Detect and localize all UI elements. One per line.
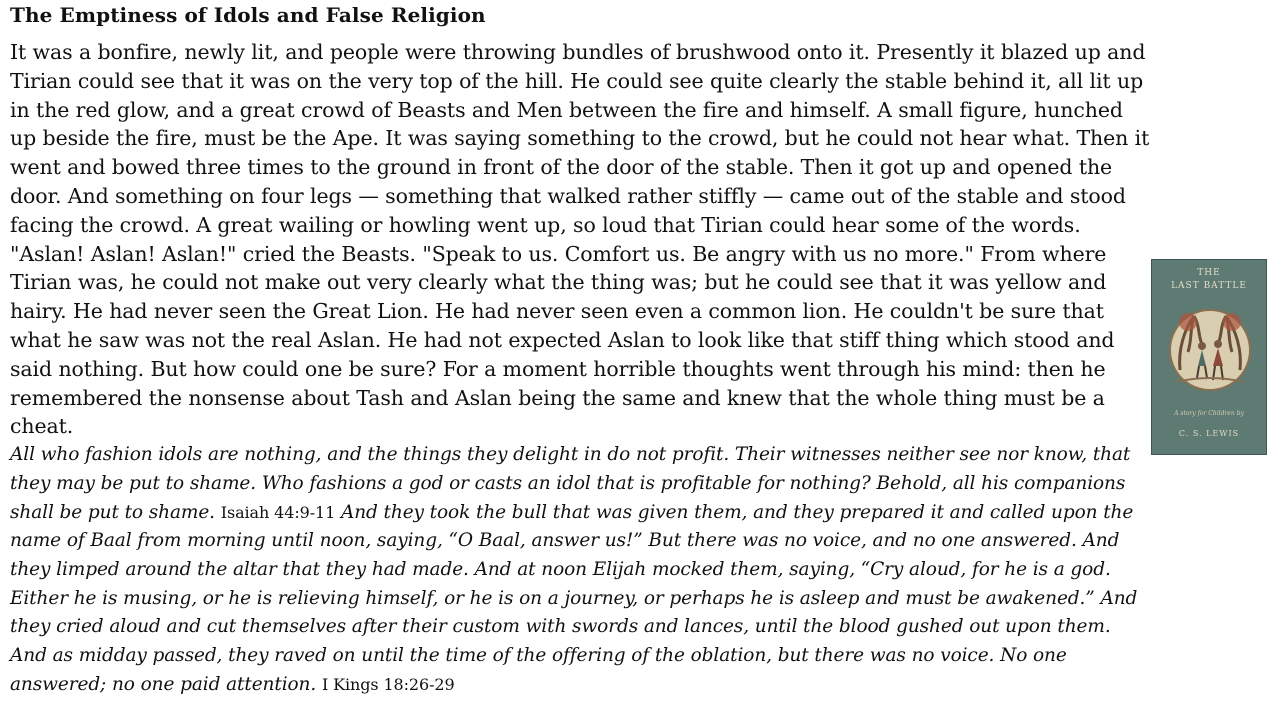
page-title: The Emptiness of Idols and False Religion [10,3,486,27]
kings-reference: I Kings 18:26-29 [321,674,455,694]
book-cover-title-line2: LAST BATTLE [1171,281,1247,291]
book-excerpt: It was a bonfire, newly lit, and people were throwing bundles of brushwood onto it. Presently it blazed up and Tirian could see that it was on the very top of the hill. He could see quite clearly the stable behind it, all lit up in the red glow, and a great crowd of Beasts and Men between the fire and himself. A small figure, hunched up beside the fire, must be the Ape. It was saying something to the crowd, but he could not hear what. Then it went and bowed three times to the ground in front of the door of the stable. Then it got up and opened the door. And something on four legs — something that walked rather stiffly — came out of the stable and stood facing the crowd. A great wailing or howling went up, so loud that Tirian could hear some of the words. "Aslan! Aslan! Aslan!" cried the Beasts. "Speak to us. Comfort us. Be angry with us no more." From where Tirian was, he could not make out very clearly what the thing was; but he could see that it was yellow and hairy. He had never seen the Great Lion. He had never seen even a common lion. He couldn't be sure that what he saw was not the real Aslan. He had not expected Aslan to look like that stiff thing which stood and said nothing. But how could one be sure? For a moment horrible thoughts went through his mind: then he remembered the nonsense about Tash and Aslan being the same and knew that the whole thing must be a cheat. [10,40,1150,439]
isaiah-verse-text: All who fashion idols are nothing, and the things they delight in do not profit. Their witnesses neither see nor know, that they may be put to shame. Who fashions a god or casts an idol that is profitable for nothing? Behold, all his companions shall be put to shame. [10,444,1131,523]
book-cover-image [1151,259,1267,455]
scripture-quotes [10,441,1150,699]
isaiah-reference: Isaiah 44:9-11 [220,502,336,522]
book-cover-title [1152,267,1266,293]
book-cover-author: C. S. LEWIS [1178,429,1240,438]
book-cover-title-line1: THE [1197,268,1221,278]
document-page [10,0,1150,720]
book-cover-illustration [1162,300,1258,396]
book-cover-subtitle: A story for Children by [1174,410,1244,417]
kings-verse-text: And they took the bull that was given them, and they prepared it and called upon the name of Baal from morning until noon, saying, “O Baal, answer us!” But there was no voice, and no one answered. And they limped around the altar that they had made. And at noon Elijah mocked them, saying, “Cry aloud, for he is a god. Either he is musing, or he is relieving himself, or he is on a journey, or perhaps he is asleep and must be awakened.” And they cried aloud and cut themselves after their custom with swords and lances, until the blood gushed out upon them. And as midday passed, they raved on until the time of the offering of the oblation, but there was no voice. No one answered; no one paid attention. [10,501,1138,695]
